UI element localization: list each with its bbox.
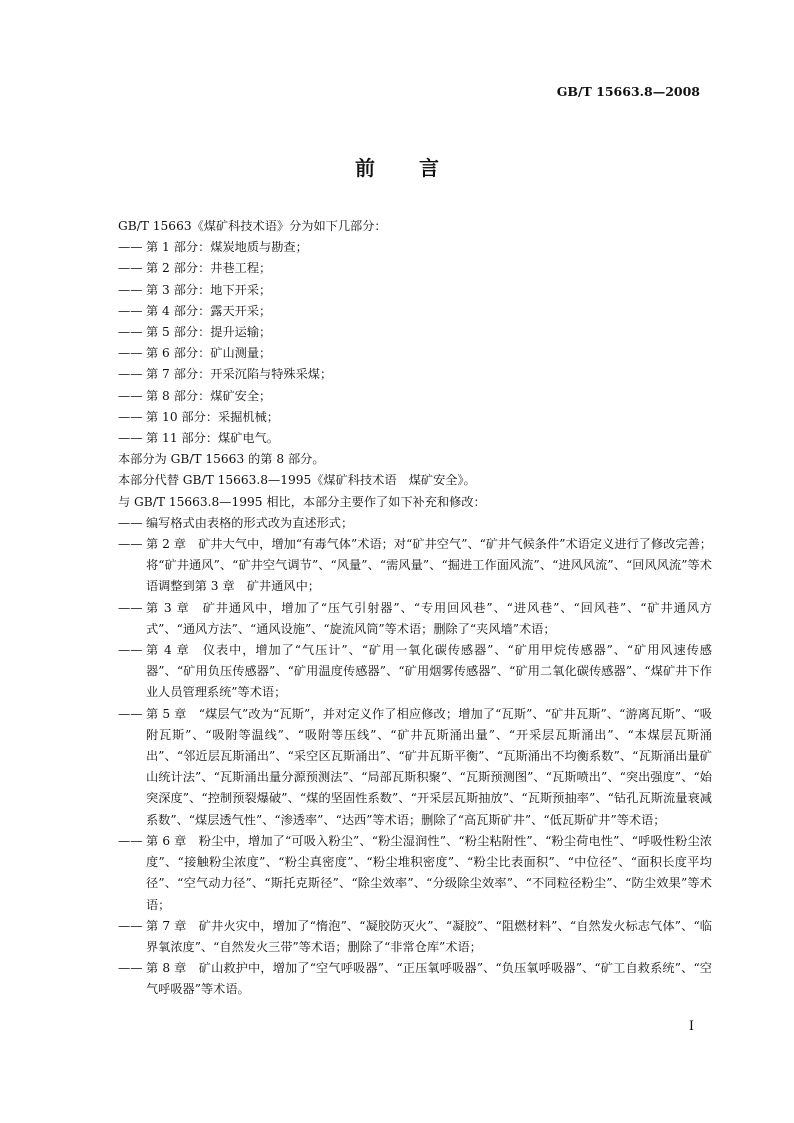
dash-marker: ——	[118, 537, 143, 552]
part-item	[118, 322, 712, 343]
change-item	[118, 916, 712, 958]
change-item	[118, 958, 712, 1000]
part-text: 第 3 部分：地下开采；	[146, 282, 272, 297]
dash-marker: ——	[118, 515, 143, 530]
statement-line: 本部分为 GB/T 15663 的第 8 部分。	[118, 452, 325, 467]
foreword-body	[118, 216, 712, 1001]
dash-marker: ——	[118, 961, 143, 976]
change-text: 第 7 章 矿井火灾中，增加了“惰泡”、“凝胶防灭火”、“凝胶”、“阻燃材料”、“自然发火标志气体”、“临界氧浓度”、“自然发火三带”等术语；删除了“非常仓库”术语；	[146, 918, 712, 954]
page-number: I	[688, 1019, 694, 1034]
part-item	[118, 407, 712, 428]
part-item	[118, 280, 712, 301]
part-item	[118, 237, 712, 258]
dash-marker: ——	[118, 600, 143, 615]
dash-marker: ——	[118, 833, 143, 848]
dash-marker: ——	[118, 643, 143, 658]
statement-line: 与 GB/T 15663.8—1995 相比，本部分主要作了如下补充和修改：	[118, 494, 486, 509]
part-item	[118, 343, 712, 364]
title-char-1: 前	[355, 156, 375, 180]
change-text: 第 4 章 仪表中，增加了“气压计”、“矿用一氧化碳传感器”、“矿用甲烷传感器”、“矿用风速传感器”、“矿用负压传感器”、“矿用温度传感器”、“矿用烟雾传感器”、“矿用二氧化碳传感器”、“煤矿井下作业人员管理系统”等术语；	[146, 643, 712, 700]
dash-marker: ——	[118, 706, 143, 721]
change-item	[118, 534, 712, 598]
dash-marker: ——	[118, 325, 143, 340]
dash-marker: ——	[118, 388, 143, 403]
change-item	[118, 513, 712, 534]
page-title	[0, 152, 794, 181]
title-char-2: 言	[419, 156, 439, 180]
part-item	[118, 428, 712, 449]
dash-marker: ——	[118, 240, 143, 255]
dash-marker: ——	[118, 367, 143, 382]
change-text: 第 6 章 粉尘中，增加了“可吸入粉尘”、“粉尘湿润性”、“粉尘粘附性”、“粉尘荷电性”、“呼吸性粉尘浓度”、“接触粉尘浓度”、“粉尘真密度”、“粉尘堆积密度”、“粉尘比表面积”、“中位径”、“面积长度平均径”、“空气动力径”、“斯托克斯径”、“除尘效率”、“分级除尘效率”、“不同粒径粉尘”、“防尘效果”等术语；	[146, 833, 712, 912]
part-text: 第 5 部分：提升运输；	[146, 325, 272, 340]
part-item	[118, 364, 712, 385]
part-item	[118, 258, 712, 279]
part-text: 第 2 部分：井巷工程；	[146, 261, 272, 276]
change-item	[118, 831, 712, 916]
statement-line: 本部分代替 GB/T 15663.8—1995《煤矿科技术语 煤矿安全》。	[118, 473, 476, 488]
part-text: 第 11 部分：煤矿电气。	[146, 431, 279, 446]
dash-marker: ——	[118, 431, 143, 446]
change-item	[118, 704, 712, 831]
part-text: 第 6 部分：矿山测量；	[146, 346, 272, 361]
part-text: 第 1 部分：煤炭地质与勘查；	[146, 240, 308, 255]
change-text: 第 2 章 矿井大气中，增加“有毒气体”术语；对“矿井空气”、“矿井气候条件”术语定义进行了修改完善；将“矿井通风”、“矿井空气调节”、“风量”、“需风量”、“掘进工作面风流”、“进风风流”、“回风风流”等术语调整到第 3 章 矿井通风中；	[146, 537, 712, 594]
change-item	[118, 640, 712, 704]
change-text: 第 3 章 矿井通风中，增加了“压气引射器”、“专用回风巷”、“进风巷”、“回风巷”、“矿井通风方式”、“通风方法”、“通风设施”、“旋流风筒”等术语；删除了“夹风墙”术语；	[146, 600, 712, 636]
dash-marker: ——	[118, 346, 143, 361]
change-text: 第 5 章 “煤层气”改为“瓦斯”，并对定义作了相应修改；增加了“瓦斯”、“矿井瓦斯”、“游离瓦斯”、“吸附瓦斯”、“吸附等温线”、“吸附等压线”、“矿井瓦斯涌出量”、“开采层瓦斯涌出”、“本煤层瓦斯涌出”、“邻近层瓦斯涌出”、“采空区瓦斯涌出”、“矿井瓦斯平衡”、“瓦斯涌出不均衡系数”、“瓦斯涌出量矿山统计法”、“瓦斯涌出量分源预测法”、“局部瓦斯积聚”、“瓦斯预测图”、“瓦斯喷出”、“突出强度”、“始突深度”、“控制预裂爆破”、“煤的坚固性系数”、“开采层瓦斯抽放”、“瓦斯预抽率”、“钻孔瓦斯流量衰减系数”、“煤层透气性”、“渗透率”、“达西”等术语；删除了“高瓦斯矿井”、“低瓦斯矿井”等术语；	[146, 706, 712, 827]
part-text: 第 10 部分：采掘机械；	[146, 409, 279, 424]
intro-line: GB/T 15663《煤矿科技术语》分为如下几部分：	[118, 219, 387, 233]
dash-marker: ——	[118, 282, 143, 297]
part-item	[118, 301, 712, 322]
dash-marker: ——	[118, 261, 143, 276]
part-text: 第 7 部分：开采沉陷与特殊采煤；	[146, 367, 333, 382]
part-item	[118, 386, 712, 407]
change-text: 第 8 章 矿山救护中，增加了“空气呼吸器”、“正压氧呼吸器”、“负压氧呼吸器”、“矿工自救系统”、“空气呼吸器”等术语。	[146, 961, 712, 997]
dash-marker: ——	[118, 918, 143, 933]
dash-marker: ——	[118, 409, 143, 424]
standard-code: GB/T 15663.8—2008	[556, 84, 700, 99]
part-text: 第 4 部分：露天开采；	[146, 303, 272, 318]
part-text: 第 8 部分：煤矿安全；	[146, 388, 272, 403]
dash-marker: ——	[118, 303, 143, 318]
change-item	[118, 598, 712, 640]
change-text: 编写格式由表格的形式改为直述形式；	[146, 515, 354, 530]
